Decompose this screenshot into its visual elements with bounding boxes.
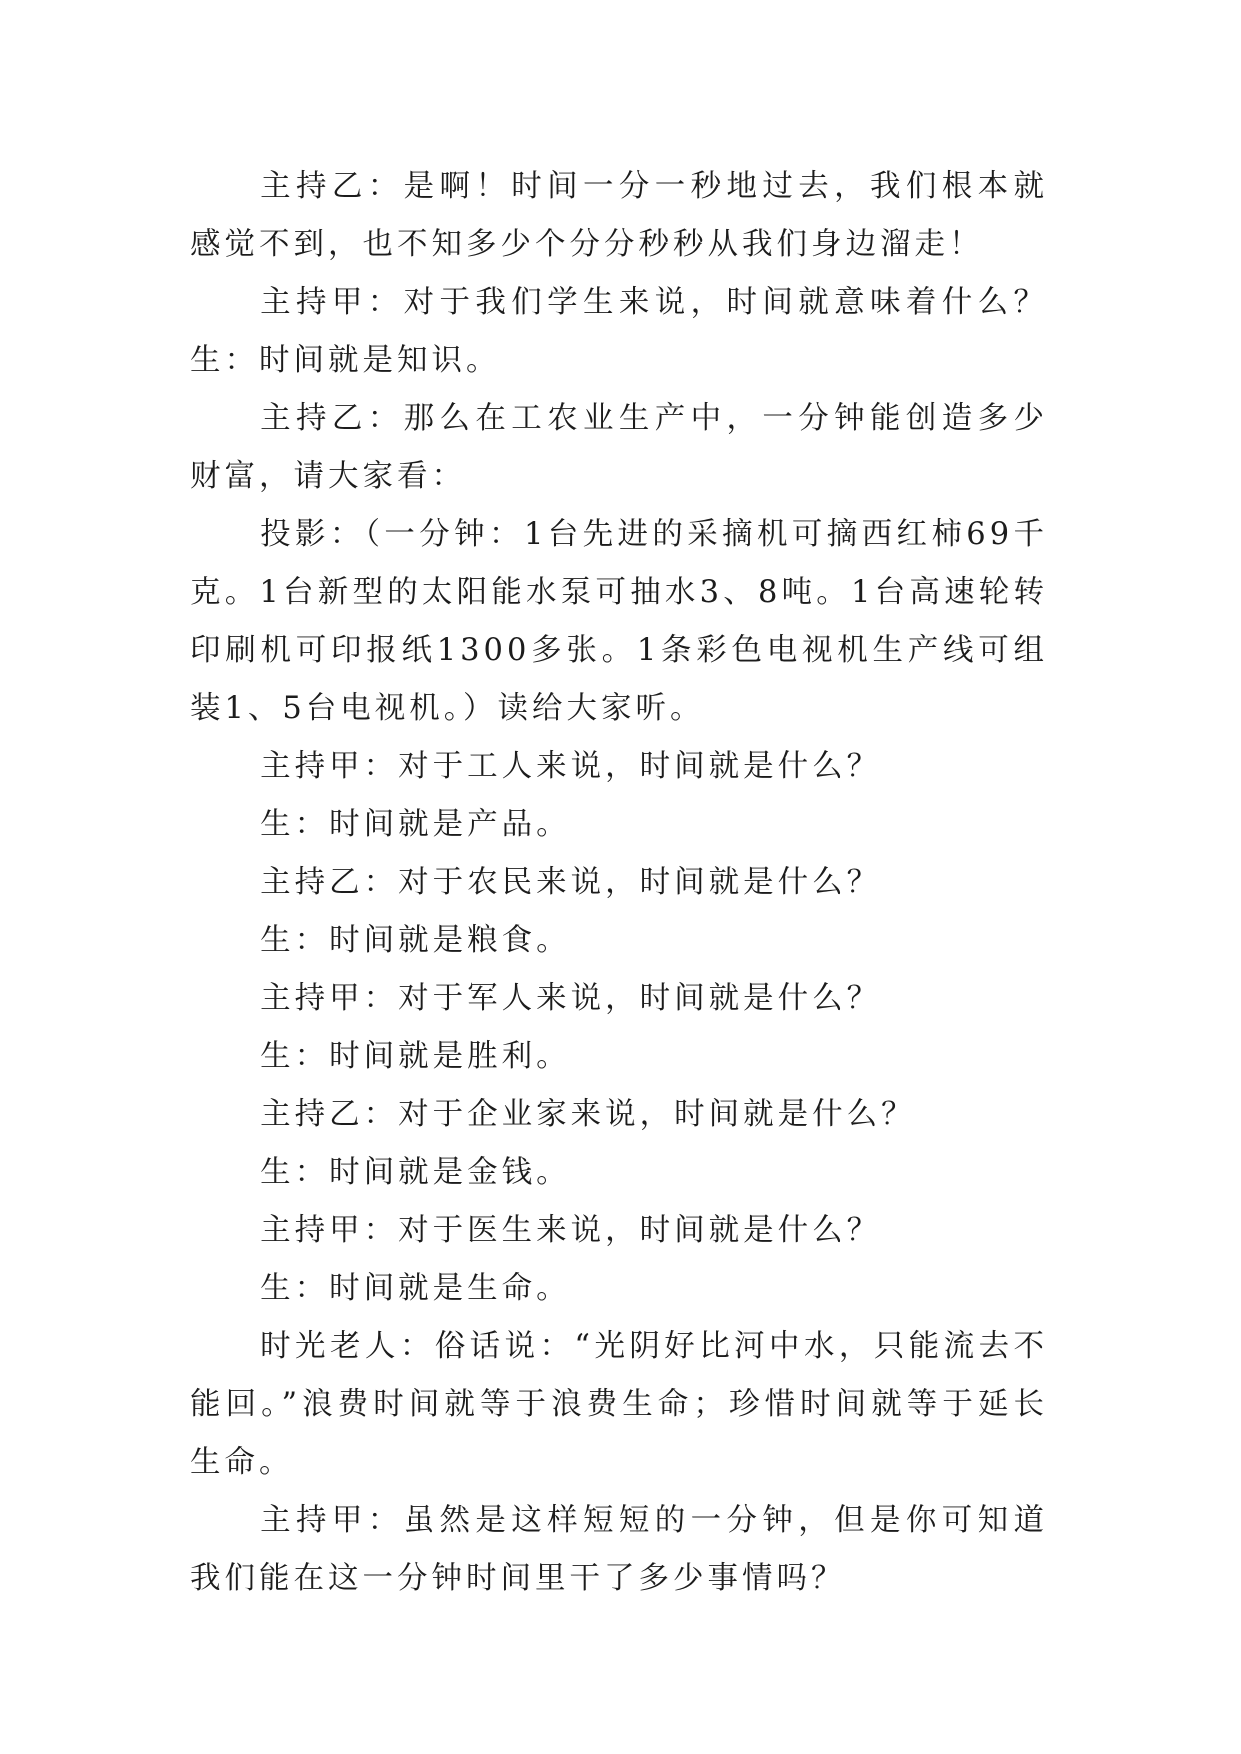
paragraph: 生：时间就是生命。 bbox=[260, 1271, 571, 1306]
document-body bbox=[190, 158, 1048, 1608]
paragraph: 主持乙：对于企业家来说，时间就是什么？ bbox=[260, 1097, 916, 1132]
paragraph: 主持乙：是啊！时间一分一秒地过去，我们根本就感觉不到，也不知多少个分分秒秒从我们身边溜走！ bbox=[190, 169, 1048, 262]
paragraph: 主持乙：对于农民来说，时间就是什么？ bbox=[260, 865, 882, 900]
paragraph: 主持乙：那么在工农业生产中，一分钟能创造多少财富，请大家看： bbox=[190, 401, 1048, 494]
paragraph: 生：时间就是产品。 bbox=[260, 807, 571, 842]
paragraph: 生：时间就是胜利。 bbox=[260, 1039, 571, 1074]
paragraph: 投影：（一分钟：1台先进的采摘机可摘西红柿69千克。1台新型的太阳能水泵可抽水3、8吨。1台高速轮转印刷机可印报纸1300多张。1条彩色电视机生产线可组装1、5台电视机。）读给大家听。 bbox=[190, 517, 1048, 726]
paragraph: 主持甲：对于我们学生来说，时间就意味着什么？生：时间就是知识。 bbox=[190, 285, 1048, 378]
paragraph: 时光老人：俗话说：“光阴好比河中水，只能流去不能回。”浪费时间就等于浪费生命；珍惜时间就等于延长生命。 bbox=[190, 1329, 1048, 1480]
paragraph: 主持甲：对于医生来说，时间就是什么？ bbox=[260, 1213, 882, 1248]
paragraph: 主持甲：对于工人来说，时间就是什么？ bbox=[260, 749, 882, 784]
paragraph: 生：时间就是金钱。 bbox=[260, 1155, 571, 1190]
paragraph: 主持甲：对于军人来说，时间就是什么？ bbox=[260, 981, 882, 1016]
paragraph: 生：时间就是粮食。 bbox=[260, 923, 571, 958]
paragraph: 主持甲：虽然是这样短短的一分钟，但是你可知道我们能在这一分钟时间里干了多少事情吗？ bbox=[190, 1503, 1048, 1596]
